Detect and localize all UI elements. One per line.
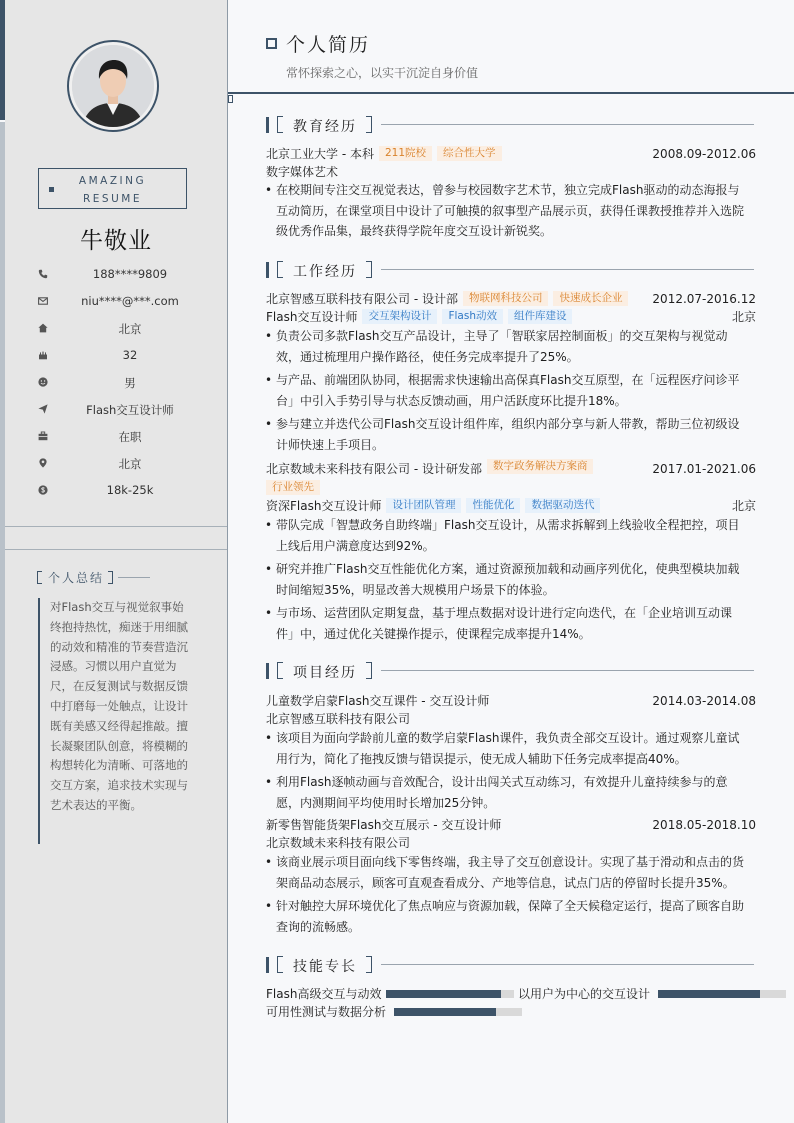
education-row bbox=[266, 146, 756, 162]
badge-line-1: AMAZING bbox=[78, 175, 147, 187]
section-line bbox=[381, 964, 754, 965]
badge-square-icon bbox=[49, 187, 54, 192]
info-email bbox=[5, 290, 227, 317]
work-title-row bbox=[266, 498, 756, 514]
project-company: 北京智感互联科技有限公司 bbox=[266, 712, 411, 726]
company-tag: 数字政务解决方案商 bbox=[487, 459, 594, 474]
summary-heading-line bbox=[118, 577, 150, 578]
bracket-right-icon bbox=[366, 261, 372, 278]
work-bullet: • 研究并推广Flash交互性能优化方案，通过资源预加载和动画序列优化，使典型模块加载时间缩短35%，明显改善大规模用户场景下的体验。 bbox=[266, 559, 744, 600]
work-bullet: • 与市场、运营团队定期复盘，基于埋点数据对设计进行定向迭代，在「企业培训互动课件」中，通过优化关键操作提示，使课程完成率提升14%。 bbox=[266, 603, 744, 644]
education-school: 北京工业大学 - 本科 bbox=[266, 147, 374, 161]
info-age-value: 32 bbox=[122, 348, 138, 362]
section-bar bbox=[266, 262, 269, 278]
bracket-right-icon bbox=[366, 662, 372, 679]
project-row bbox=[266, 693, 756, 709]
section-project-heading bbox=[266, 662, 754, 680]
education-bullet: • 在校期间专注交互视觉表达，曾参与校园数字艺术节，独立完成Flash驱动的动态海报与互动简历，在课堂项目中设计了可触摸的叙事型产品展示页，获得任课教授推荐并入选院级优秀作品集，最终获得学院年度交互设计新锐奖。 bbox=[266, 180, 744, 242]
info-email-value: niu****@***.com bbox=[81, 294, 179, 308]
skill-bar-fill bbox=[394, 1008, 496, 1016]
header-rule bbox=[228, 92, 794, 94]
sidebar-divider bbox=[5, 549, 227, 550]
summary-text: 对Flash交互与视觉叙事始终抱持热忱，痴迷于用细腻的动效和精准的节奏营造沉浸感。习惯以用户直觉为尺，在反复测试与数据反馈中打磨每一处触点，让设计既有美感又经得起推敲。擅长凝聚团队创意，将模糊的构想转化为清晰、可落地的交互方案，追求技术实现与艺术表达的平衡。 bbox=[38, 598, 190, 844]
home-icon bbox=[37, 322, 49, 334]
info-position-value: Flash交互设计师 bbox=[86, 403, 174, 417]
project-row bbox=[266, 817, 756, 833]
info-age bbox=[5, 344, 227, 371]
section-education-heading bbox=[266, 116, 754, 134]
avatar bbox=[72, 45, 154, 127]
info-phone-value: 188****9809 bbox=[92, 267, 168, 281]
skill-name: Flash高级交互与动效 bbox=[266, 987, 382, 1001]
work-date: 2012.07-2016.12 bbox=[652, 292, 756, 306]
school-tag: 综合性大学 bbox=[437, 146, 502, 161]
skill-bar bbox=[658, 990, 786, 998]
work-company-row bbox=[266, 459, 756, 501]
work-company-row bbox=[266, 291, 756, 307]
project-name: 新零售智能货架Flash交互展示 - 交互设计师 bbox=[266, 818, 502, 832]
work-title: 资深Flash交互设计师 bbox=[266, 499, 382, 513]
work-bullet: • 与产品、前端团队协同，根据需求快速输出高保真Flash交互原型，在「远程医疗问诊平台」中引入手势引导与状态反馈动画，用户活跃度环比提升18%。 bbox=[266, 370, 744, 411]
bracket-right-icon bbox=[366, 116, 372, 133]
skill-bar-fill bbox=[658, 990, 760, 998]
info-position bbox=[5, 398, 227, 425]
section-title: 教育经历 bbox=[293, 119, 357, 135]
work-bullet: • 负责公司多款Flash交互产品设计，主导了「智联家居控制面板」的交互架构与视觉动效，通过梳理用户操作路径，使任务完成率提升了25%。 bbox=[266, 326, 744, 367]
info-location-value: 北京 bbox=[118, 457, 142, 471]
project-bullet: • 针对触控大屏环境优化了焦点响应与资源加载，保障了全天候稳定运行，提高了顾客自助查询的流畅感。 bbox=[266, 896, 744, 937]
bracket-left-icon bbox=[277, 662, 283, 679]
contact-info-list bbox=[5, 263, 227, 506]
project-bullet: • 该商业展示项目面向线下零售终端，我主导了交互创意设计。实现了基于滑动和点击的货架商品动态展示，顾客可直观查看成分、产地等信息，试点门店的停留时长提升35%。 bbox=[266, 852, 744, 893]
project-name: 儿童数学启蒙Flash交互课件 - 交互设计师 bbox=[266, 694, 490, 708]
phone-icon bbox=[37, 268, 49, 280]
section-bar bbox=[266, 117, 269, 133]
project-date: 2018.05-2018.10 bbox=[652, 818, 756, 832]
page-subtitle: 常怀探索之心，以实干沉淀自身价值 bbox=[286, 66, 479, 80]
info-gender bbox=[5, 371, 227, 398]
skill-tag: 交互架构设计 bbox=[362, 309, 437, 324]
section-work-heading bbox=[266, 261, 754, 279]
bracket-left-icon bbox=[37, 571, 42, 584]
work-title-row bbox=[266, 309, 756, 325]
info-location bbox=[5, 452, 227, 479]
project-bullet: • 该项目为面向学龄前儿童的数学启蒙Flash课件，我负责全部交互设计。通过观察儿童试用行为，简化了拖拽反馈与错误提示，使无成人辅助下任务完成率提高40%。 bbox=[266, 728, 744, 769]
section-skills-heading bbox=[266, 956, 754, 974]
info-status-value: 在职 bbox=[118, 430, 142, 444]
skill-name: 以用户为中心的交互设计 bbox=[518, 987, 651, 1001]
info-salary bbox=[5, 479, 227, 506]
summary-heading bbox=[37, 569, 150, 586]
work-bullet: • 参与建立并迭代公司Flash交互设计组件库，组织内部分享与新人带教，帮助三位初级设计师快速上手项目。 bbox=[266, 414, 744, 455]
section-bar bbox=[266, 663, 269, 679]
header-rule-mark bbox=[228, 95, 233, 103]
bracket-left-icon bbox=[277, 116, 283, 133]
send-icon bbox=[37, 403, 49, 415]
education-major: 数字媒体艺术 bbox=[266, 165, 339, 179]
skill-bar bbox=[394, 1008, 522, 1016]
section-line bbox=[381, 124, 754, 125]
school-tag: 211院校 bbox=[379, 146, 432, 161]
skill-tag: 数据驱动迭代 bbox=[525, 498, 600, 513]
skill-tag: Flash动效 bbox=[442, 309, 503, 324]
location-icon bbox=[37, 457, 49, 469]
section-title: 技能专长 bbox=[293, 959, 357, 975]
education-date: 2008.09-2012.06 bbox=[652, 147, 756, 161]
skill-tag: 性能优化 bbox=[466, 498, 520, 513]
work-company: 北京数域未来科技有限公司 - 设计研发部 bbox=[266, 462, 482, 476]
bracket-right-icon bbox=[366, 956, 372, 973]
money-icon bbox=[37, 484, 49, 496]
project-date: 2014.03-2014.08 bbox=[652, 694, 756, 708]
company-tag: 行业领先 bbox=[266, 480, 320, 495]
section-title: 项目经历 bbox=[293, 665, 357, 681]
work-title: Flash交互设计师 bbox=[266, 310, 358, 324]
sidebar bbox=[5, 0, 228, 1123]
bracket-left-icon bbox=[277, 956, 283, 973]
info-status bbox=[5, 425, 227, 452]
skill-name: 可用性测试与数据分析 bbox=[266, 1005, 387, 1019]
info-home bbox=[5, 317, 227, 344]
info-phone bbox=[5, 263, 227, 290]
work-city: 北京 bbox=[731, 310, 756, 324]
badge-line-2: RESUME bbox=[83, 193, 142, 205]
cake-icon bbox=[37, 349, 49, 361]
section-title: 工作经历 bbox=[293, 264, 357, 280]
info-gender-value: 男 bbox=[124, 376, 136, 390]
person-name: 牛敬业 bbox=[80, 228, 152, 254]
section-bar bbox=[266, 957, 269, 973]
work-city: 北京 bbox=[731, 499, 756, 513]
skill-tag: 设计团队管理 bbox=[386, 498, 461, 513]
bracket-right-icon bbox=[108, 571, 113, 584]
main-content bbox=[228, 0, 794, 1123]
skill-bar-fill bbox=[386, 990, 501, 998]
project-company: 北京数域未来科技有限公司 bbox=[266, 836, 411, 850]
info-salary-value: 18k-25k bbox=[106, 483, 154, 497]
bracket-left-icon bbox=[277, 261, 283, 278]
company-tag: 物联网科技公司 bbox=[463, 291, 549, 306]
section-line bbox=[381, 269, 754, 270]
smile-icon bbox=[37, 376, 49, 388]
work-bullet: • 带队完成「智慧政务自助终端」Flash交互设计，从需求拆解到上线验收全程把控，项目上线后用户满意度达到92%。 bbox=[266, 515, 744, 556]
resume-badge bbox=[38, 168, 187, 209]
company-tag: 快速成长企业 bbox=[553, 291, 628, 306]
skill-bar bbox=[386, 990, 514, 998]
email-icon bbox=[37, 295, 49, 307]
work-company: 北京智感互联科技有限公司 - 设计部 bbox=[266, 292, 458, 306]
avatar-frame bbox=[67, 40, 159, 132]
section-line bbox=[381, 670, 754, 671]
skill-tag: 组件库建设 bbox=[508, 309, 573, 324]
sidebar-divider bbox=[5, 526, 227, 527]
page-title: 个人简历 bbox=[286, 34, 371, 56]
info-city-value: 北京 bbox=[118, 322, 142, 336]
summary-title: 个人总结 bbox=[48, 571, 105, 585]
briefcase-icon bbox=[37, 430, 49, 442]
work-date: 2017.01-2021.06 bbox=[652, 462, 756, 476]
title-square-icon bbox=[266, 38, 277, 49]
project-bullet: • 利用Flash逐帧动画与音效配合，设计出闯关式互动练习，有效提升儿童持续参与的意愿，内测期间平均使用时长增加25分钟。 bbox=[266, 772, 744, 813]
